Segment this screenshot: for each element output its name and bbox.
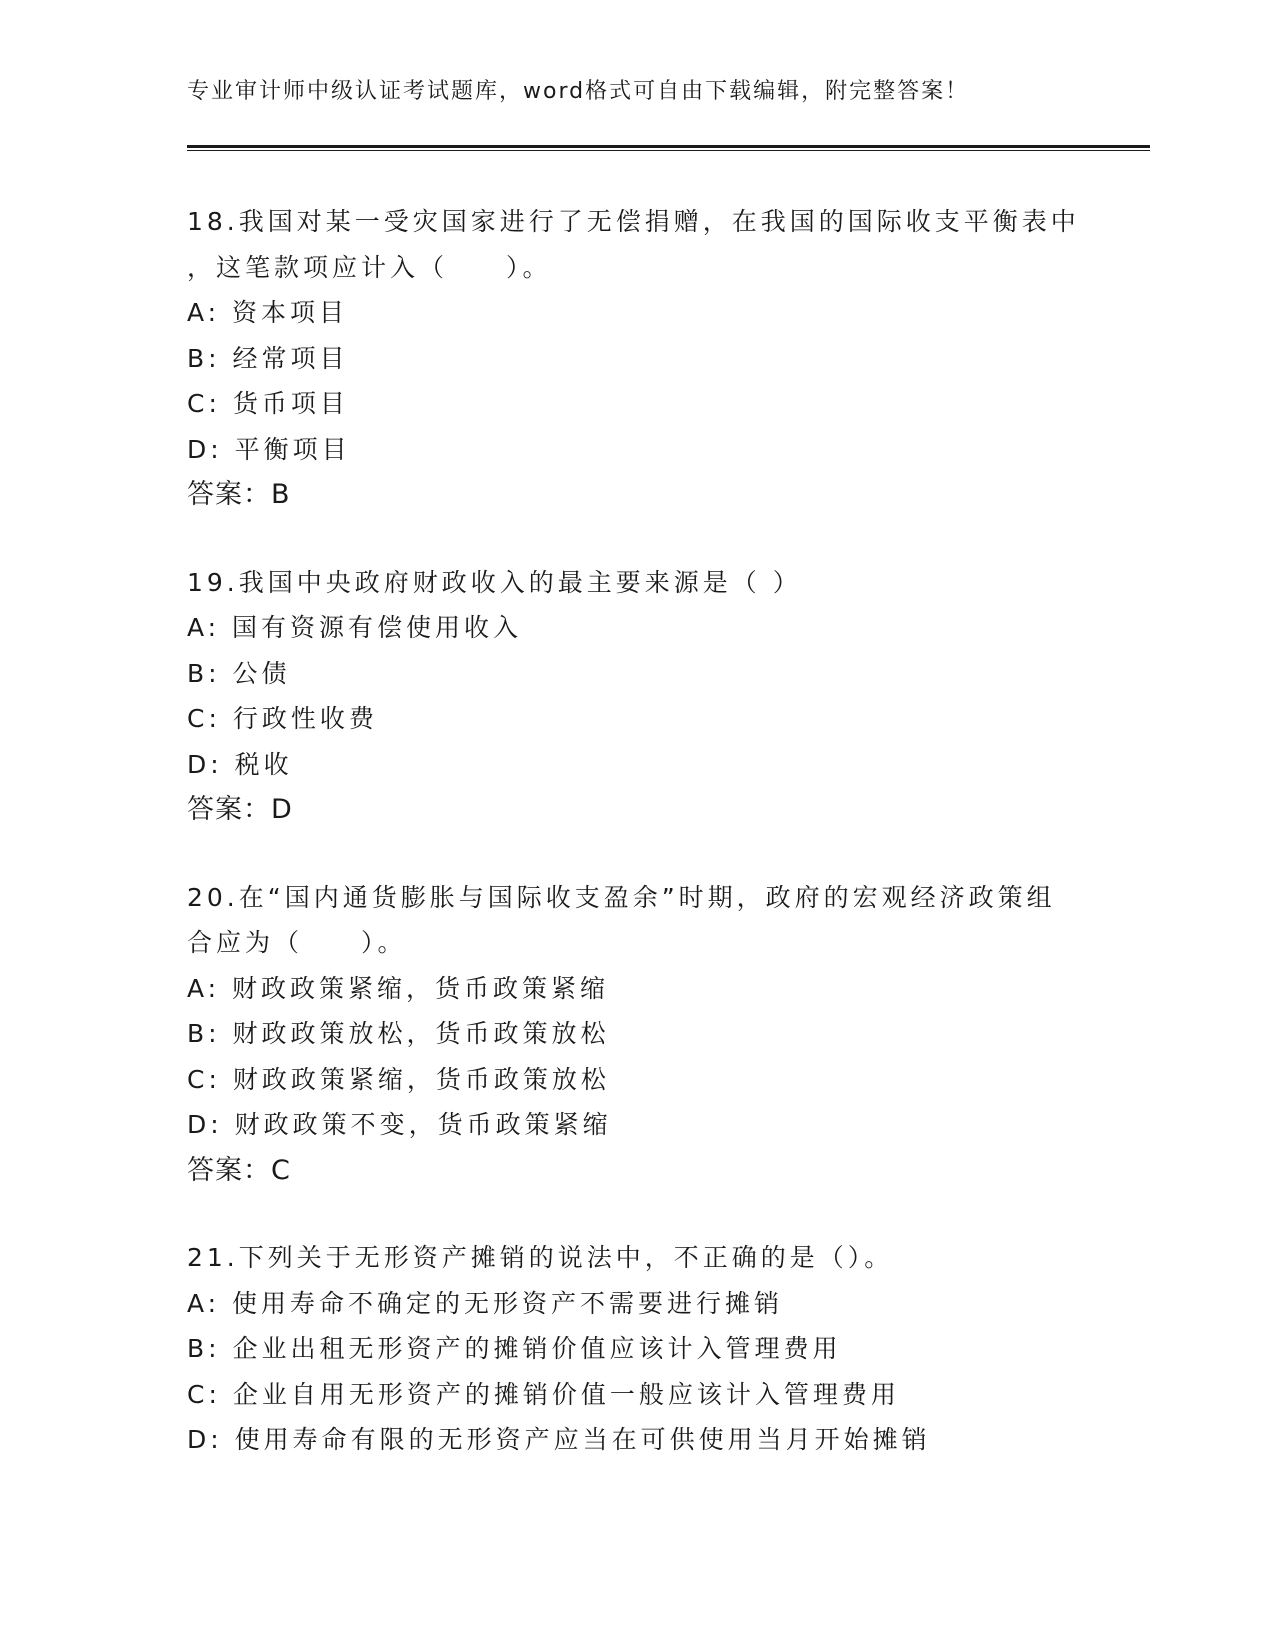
question-18	[187, 199, 1087, 518]
question-21	[187, 1235, 1087, 1463]
option-d: D: 税收	[187, 749, 293, 779]
option-b: B: 财政政策放松，货币政策放松	[187, 1019, 610, 1048]
option-b: B: 经常项目	[187, 343, 349, 373]
question-20	[187, 875, 1087, 1194]
option-c: C: 企业自用无形资产的摊销价值一般应该计入管理费用	[187, 1379, 900, 1409]
option-a: A: 财政政策紧缩，货币政策紧缩	[187, 973, 610, 1003]
option-b: B: 企业出租无形资产的摊销价值应该计入管理费用	[187, 1334, 842, 1363]
option-d: D: 财政政策不变，货币政策紧缩	[187, 1110, 612, 1139]
question-19	[187, 560, 1087, 833]
header-rule-thin	[187, 150, 1150, 151]
page-header: 专业审计师中级认证考试题库，word格式可自由下载编辑，附完整答案！	[187, 79, 970, 104]
answer: 答案：D	[187, 794, 293, 825]
answer: 答案：B	[187, 479, 291, 510]
option-a: A: 国有资源有偿使用收入	[187, 613, 523, 642]
header-rule	[187, 145, 1150, 148]
option-c: C: 货币项目	[187, 389, 349, 418]
option-a: A: 使用寿命不确定的无形资产不需要进行摊销	[187, 1288, 784, 1318]
question-stem-line: 20.在“国内通货膨胀与国际收支盈余”时期，政府的宏观经济政策组	[187, 882, 1056, 912]
question-stem-line: 21.下列关于无形资产摊销的说法中，不正确的是（）。	[187, 1243, 894, 1272]
question-stem-line: 合应为（ ）。	[187, 928, 407, 957]
option-d: D: 使用寿命有限的无形资产应当在可供使用当月开始摊销	[187, 1425, 931, 1454]
question-list	[187, 199, 1087, 1505]
answer: 答案：C	[187, 1154, 291, 1186]
question-stem-line: 19.我国中央政府财政收入的最主要来源是（ ）	[187, 567, 802, 597]
option-c: C: 行政性收费	[187, 704, 378, 733]
option-d: D: 平衡项目	[187, 434, 351, 464]
question-stem-line: ，这笔款项应计入（ ）。	[187, 252, 552, 282]
option-a: A: 资本项目	[187, 298, 349, 327]
option-c: C: 财政政策紧缩，货币政策放松	[187, 1064, 610, 1094]
question-stem-line: 18.我国对某一受灾国家进行了无偿捐赠，在我国的国际收支平衡表中	[187, 207, 1080, 236]
option-b: B: 公债	[187, 658, 291, 688]
